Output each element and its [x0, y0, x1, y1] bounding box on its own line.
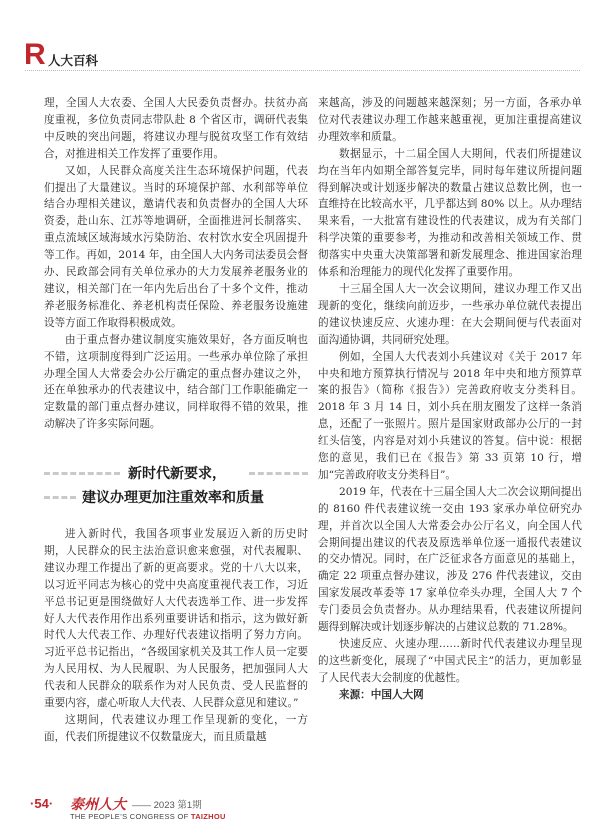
paragraph: 十三届全国人大一次会议期间，建议办理工作又出现新的变化，继续向前迈步，一些承办单位就代表提出的建议快速反应、火速办理：在大会期间便与代表面对面沟通协调，共同研究处理。 — [318, 282, 582, 346]
paragraph: 又如，人民群众高度关注生态环境保护问题，代表们提出了大量建议。当时的环境保护部、水利部等单位结合办理相关建议，邀请代表和负责督办的全国人大环资委，赴山东、江苏等地调研，全面推进河长制落实、重点流域区域海域水污染防治、农村饮水安全巩固提升等工作。再如，2014 年，由全国人大内务司法委员会督办、民政部会同有关单位承办的大力发展养老服务业的建议，相关部门在一年内先后出台了十多个文件，推动养老服务标准化、养老机构责任保险、养老服务设施建设等方面工作取得积极成效。 — [44, 164, 308, 329]
section-name: 人大百科 — [48, 54, 99, 68]
paragraph: 理，全国人大农委、全国人大民委负责督办。扶贫办高度重视，多位负责同志带队赴 8 个省区市，调研代表集中反映的突出问题，将建议办理与脱贫攻坚工作有效结合，对推进相关工作发挥了重要作用。 — [44, 97, 308, 160]
left-column-top — [44, 95, 308, 433]
section-heading-line2: 建议办理更加注重效率和质量 — [82, 490, 264, 506]
right-column — [318, 95, 582, 704]
paragraph: 来越高，涉及的问题越来越深刻；另一方面，各承办单位对代表建议办理工作越来越重视，更加注重提高建议办理效率和质量。 — [318, 97, 582, 143]
heading-dash-decoration — [44, 472, 120, 475]
paragraph: 例如，全国人大代表刘小兵建议对《关于 2017 年中央和地方预算执行情况与 2018 年中央和地方预算草案的报告》（简称《报告》）完善政府收支分类科目。2018 年 3 月 14 日，刘小兵在朋友圈发了这样一条消息，还配了一张照片。照片是国家财政部办公厅的一封红头信笺，内容是对刘小兵建议的答复。信中说：根据您的意见，我们已在《报告》第 33 页第 10 行，增加“完善政府收支分类科目”。 — [318, 350, 582, 481]
paragraph: 数据显示，十二届全国人大期间，代表们所提建议均在当年内如期全部答复完毕，同时每年建议所提问题得到解决或计划逐步解决的数量占建议总数比例，也一直维持在比较高水平，几乎都达到 80% 以上。从办理结果来看，一大批富有建设性的代表建议，成为有关部门科学决策的重要参考，为推动和改善相关领域工作、贯彻落实中央重大决策部署和新发展理念、推进国家治理体系和治理能力的现代化发挥了重要作用。 — [318, 147, 582, 279]
issue-label: —— 2023 第1期 — [132, 800, 202, 811]
section-logo-letter: R — [24, 38, 46, 71]
paragraph: 2019 年，代表在十三届全国人大二次会议期间提出的 8160 件代表建议统一交由 193 家承办单位研究办理，并首次以全国人大常委会办公厅名义，向全国人代会期间提出建议的代表及原选举单位逐一通报代表建议的交办情况。同时，在广泛征求各方面意见的基础上，确定 22 项重点督办建议，涉及 276 件代表建议，交由国家发展改革委等 17 家单位牵头办理，全国人大 7 个专门委员会负责督办。从办理结果看，代表建议所提问题得到解决或计划逐步解决的占建议总数的 71.28%。 — [318, 485, 582, 634]
heading-dash-decoration — [249, 472, 308, 475]
source-credit: 来源：中国人大网 — [339, 688, 424, 701]
publication-brand: 泰州人大 — [70, 797, 126, 813]
paragraph: 快速反应、火速办理……新时代代表建议办理呈现的这些新变化，展现了“中国式民主”的活力，更加彰显了人民代表大会制度的优越性。 — [318, 638, 582, 684]
header-divider — [25, 70, 580, 71]
left-column-bottom — [44, 526, 308, 746]
publication-english-name: THE PEOPLE’S CONGRESS OF TAIZHOU — [70, 812, 226, 821]
paragraph: 进入新时代，我国各项事业发展迈入新的历史时期，人民群众的民主法治意识愈来愈强，对代表履职、建议办理工作提出了新的更高要求。党的十八大以来，以习近平同志为核心的党中央高度重视代表工作，习近平总书记更是围绕做好人大代表选举工作、进一步发挥好人大代表作用作出系列重要讲话和指示，这为做好新时代人大代表工作、办理好代表建议指明了努力方向。习近平总书记指出，“各级国家机关及其工作人员一定要为人民用权、为人民履职、为人民服务，把加强同人大代表和人民群众的联系作为对人民负责、受人民监督的重要内容，虚心听取人大代表、人民群众意见和建议。” — [44, 528, 308, 710]
section-heading-line1: 新时代新要求， — [128, 466, 226, 482]
paragraph: 由于重点督办建议制度实施效果好，各方面反响也不错，这项制度得到广泛运用。一些承办单位除了承担办理全国人大常委会办公厅确定的重点督办建议之外，还在单独承办的代表建议中，结合部门工作职能确定一定数量的部门重点督办建议，同样取得不错的效果，推动解决了许多实际问题。 — [44, 333, 308, 431]
page-number: ·54· — [30, 796, 54, 811]
section-heading — [44, 463, 308, 515]
paragraph: 这期间，代表建议办理工作呈现新的变化，一方面，代表们所提建议不仅数量庞大，而且质量越 — [44, 713, 308, 743]
heading-dash-decoration — [44, 496, 76, 499]
